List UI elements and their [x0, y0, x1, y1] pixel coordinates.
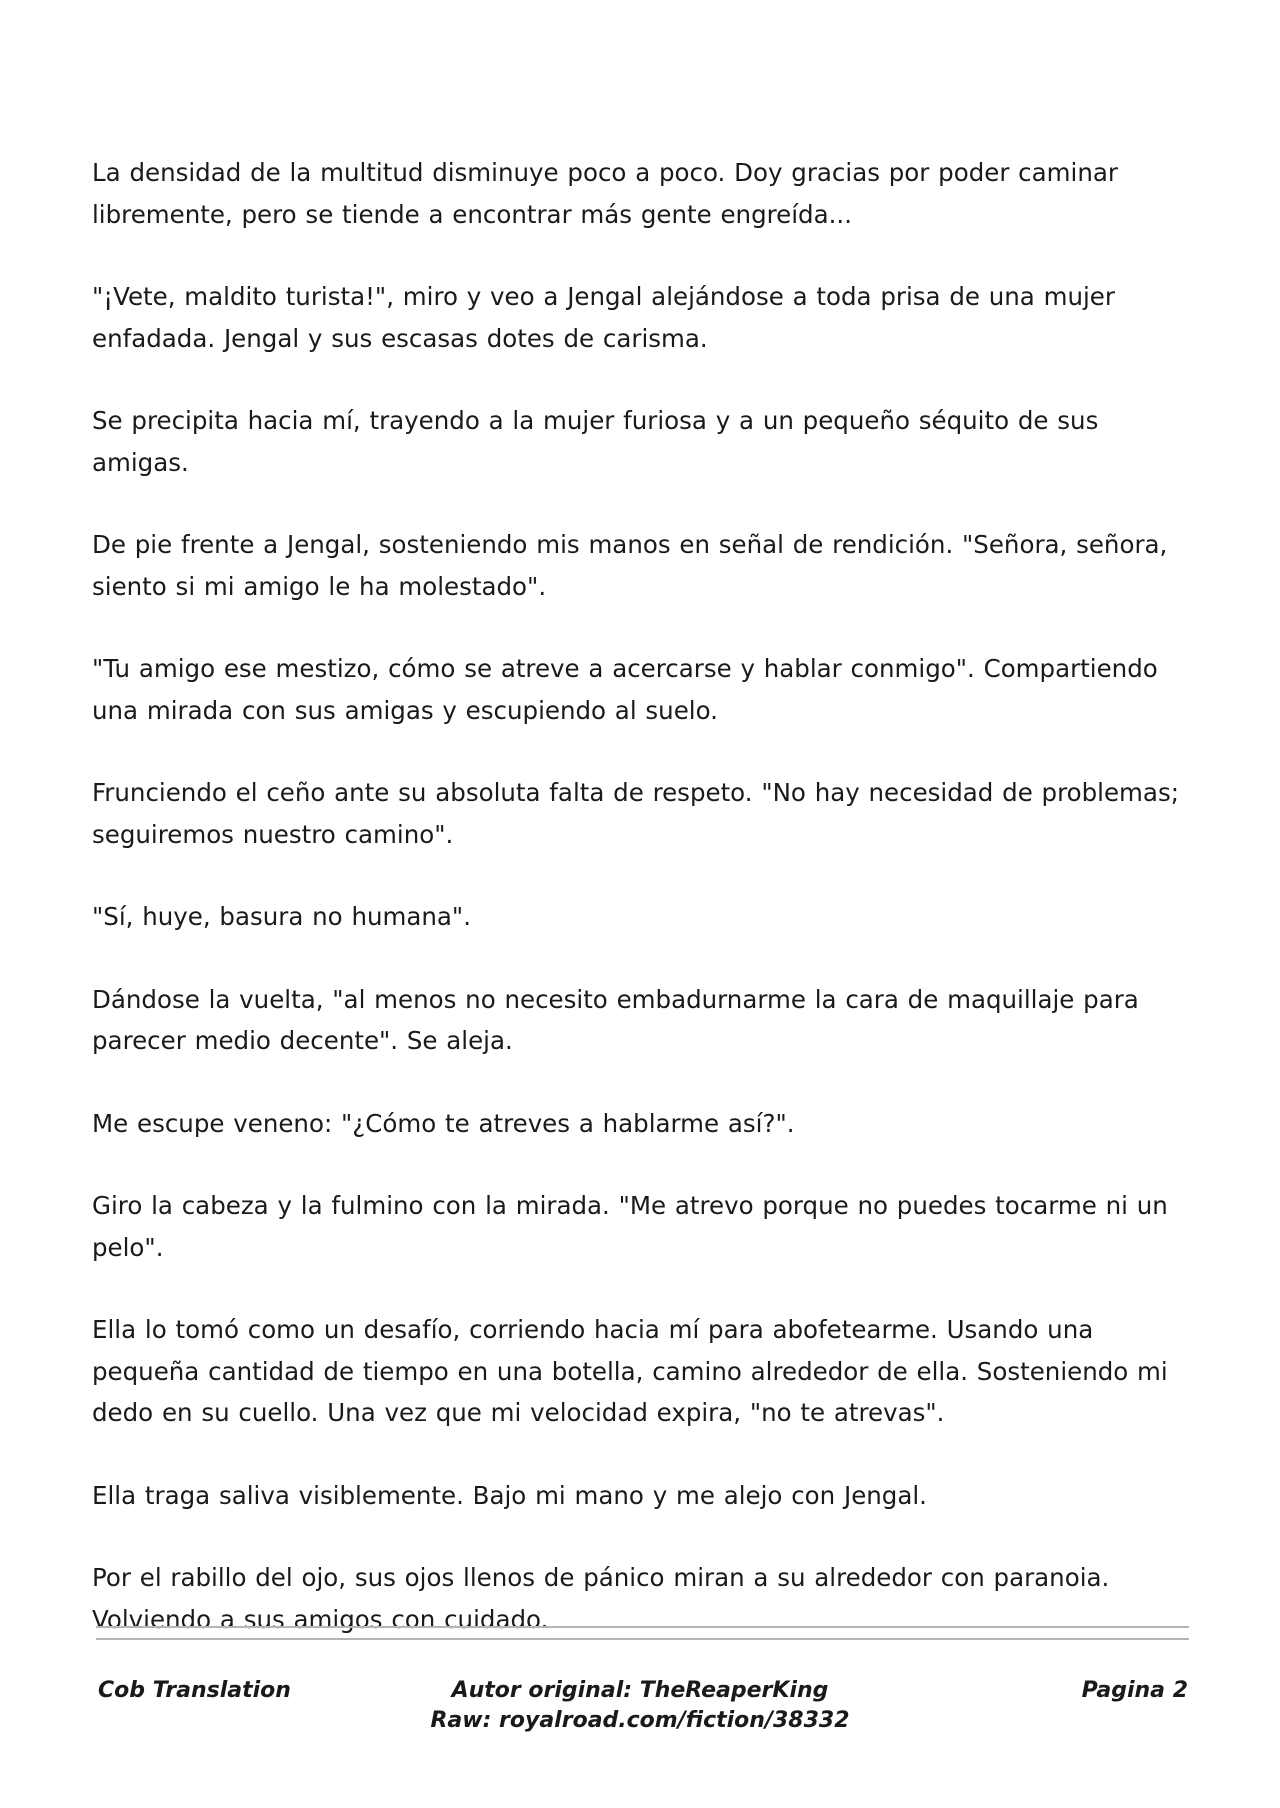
footer-raw-source: Raw: royalroad.com/fiction/38332 — [430, 1708, 850, 1733]
paragraph: La densidad de la multitud disminuye poco a poco. Doy gracias por poder caminar libremente, pero se tiende a encontrar más gente engreída... — [92, 158, 1118, 229]
paragraph: "Tu amigo ese mestizo, cómo se atreve a acercarse y hablar conmigo". Compartiendo una mirada con sus amigas y escupiendo al suelo. — [92, 654, 1158, 725]
paragraph: "¡Vete, maldito turista!", miro y veo a Jengal alejándose a toda prisa de una mujer enfadada. Jengal y sus escasas dotes de carisma. — [92, 282, 1115, 353]
paragraph: Se precipita hacia mí, trayendo a la mujer furiosa y a un pequeño séquito de sus amigas. — [92, 406, 1099, 477]
paragraph: Giro la cabeza y la fulmino con la mirada. "Me atrevo porque no puedes tocarme ni un pelo". — [92, 1191, 1168, 1262]
footer-page-number: Pagina 2 — [1081, 1678, 1188, 1703]
paragraph: Me escupe veneno: "¿Cómo te atreves a hablarme así?". — [92, 1108, 795, 1138]
footer-credits — [380, 1676, 900, 1736]
footer-original-author: Autor original: TheReaperKing — [451, 1678, 829, 1703]
paragraph: Ella traga saliva visiblemente. Bajo mi mano y me alejo con Jengal. — [92, 1480, 927, 1510]
paragraph: "Sí, huye, basura no humana". — [92, 902, 471, 931]
paragraph: Dándose la vuelta, "al menos no necesito embadurnarme la cara de maquillaje para parecer medio decente". Se aleja. — [92, 984, 1139, 1055]
body-text — [92, 152, 1202, 1681]
footer-divider-bottom — [96, 1638, 1189, 1640]
footer-divider-top — [96, 1626, 1189, 1628]
paragraph: De pie frente a Jengal, sosteniendo mis manos en señal de rendición. "Señora, señora, siento si mi amigo le ha molestado". — [92, 530, 1168, 601]
paragraph: Por el rabillo del ojo, sus ojos llenos de pánico miran a su alrededor con paranoia. Volviendo a sus amigos con cuidado. — [92, 1563, 1110, 1634]
paragraph: Frunciendo el ceño ante su absoluta falta de respeto. "No hay necesidad de problemas; seguiremos nuestro camino". — [92, 778, 1179, 849]
paragraph: Ella lo tomó como un desafío, corriendo hacia mí para abofetearme. Usando una pequeña cantidad de tiempo en una botella, camino alrededor de ella. Sosteniendo mi dedo en su cuello. Una vez que mi velocidad expira, "no te atrevas". — [92, 1315, 1168, 1427]
footer-translator: Cob Translation — [98, 1678, 291, 1703]
